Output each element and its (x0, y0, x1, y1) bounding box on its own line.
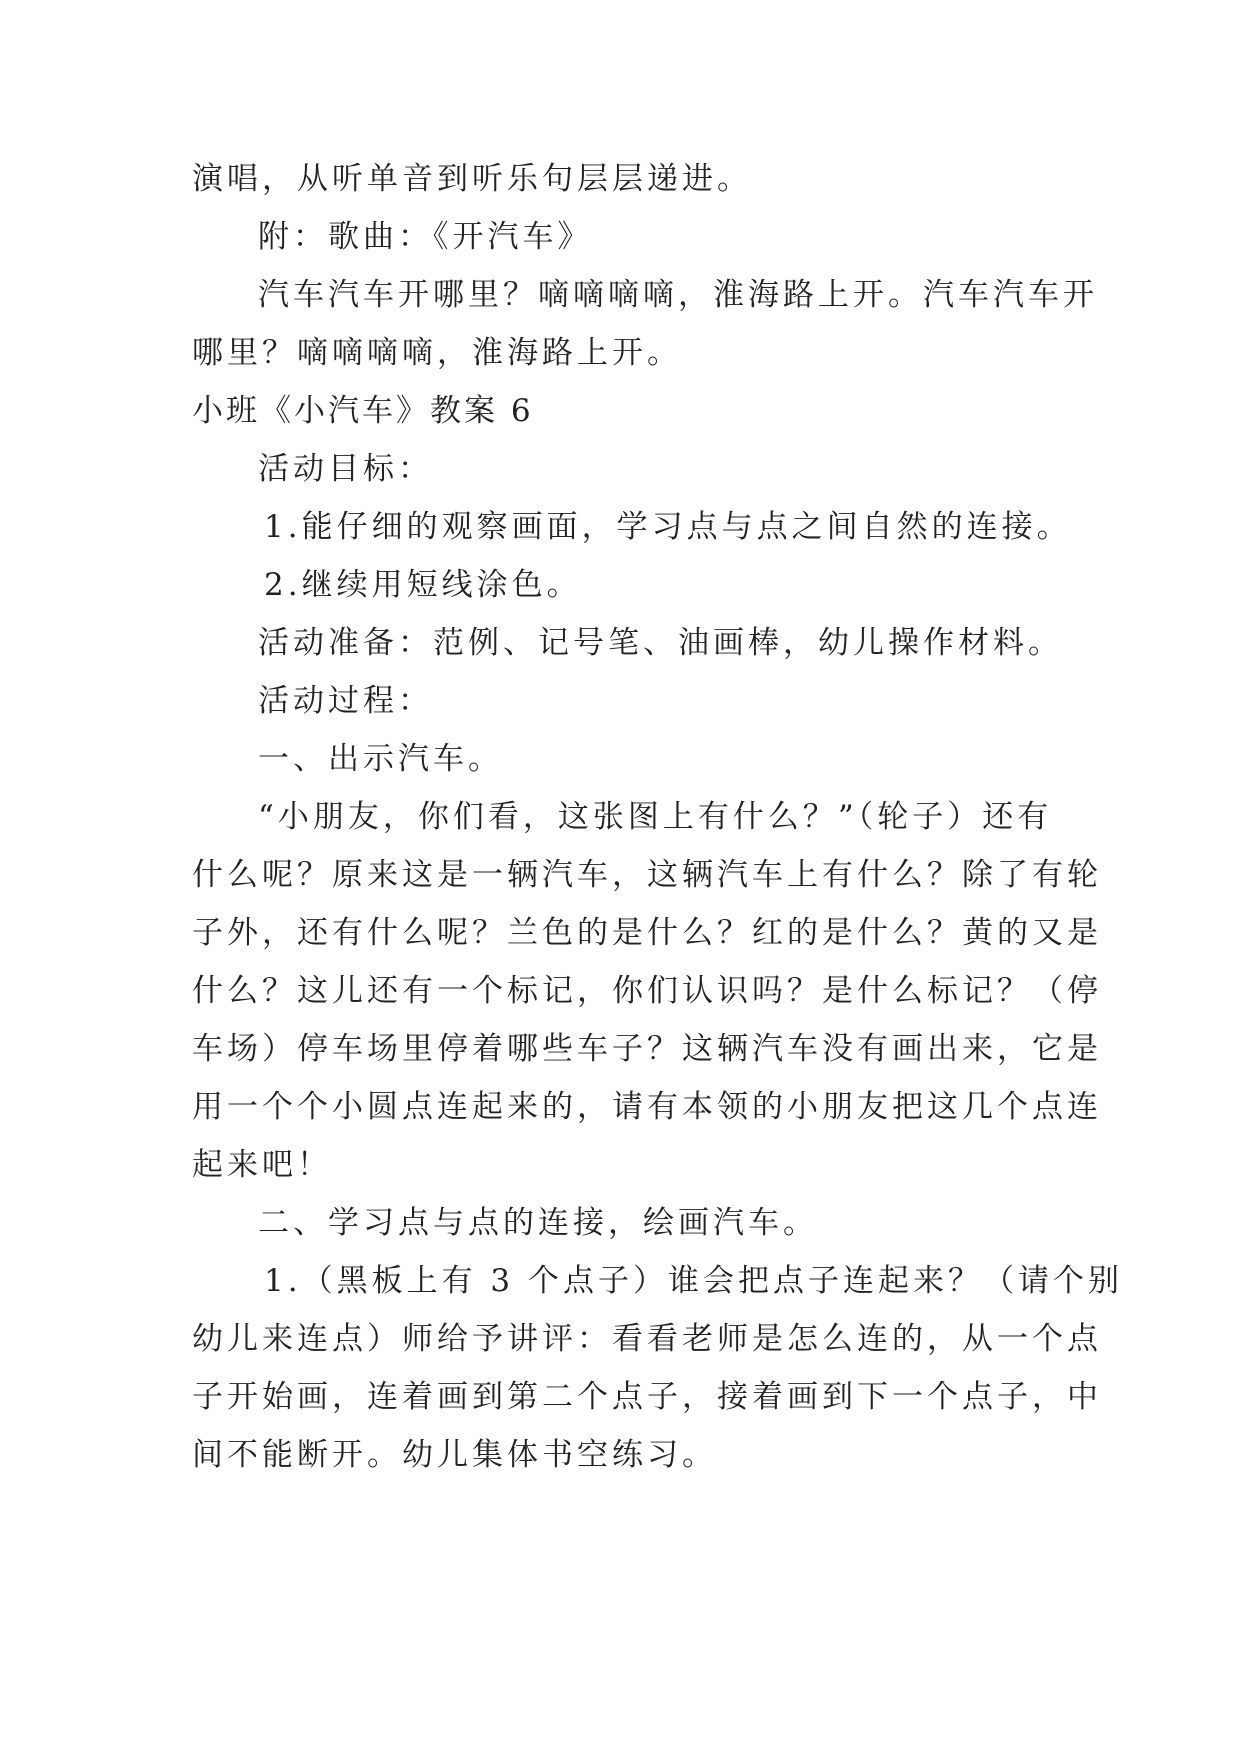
song-title-line: 附：歌曲：《开汽车》 (258, 219, 593, 255)
lyrics-line: 哪里？嘀嘀嘀嘀，淮海路上开。 (192, 335, 682, 371)
process-label: 活动过程： (258, 683, 433, 719)
document-body (192, 150, 1124, 1484)
goal-label: 活动目标： (258, 451, 433, 487)
paragraph-line: 子开始画，连着画到第二个点子，接着画到下一个点子，中 (192, 1379, 1102, 1415)
preparation-line: 活动准备：范例、记号笔、油画棒，幼儿操作材料。 (258, 625, 1063, 661)
lyrics-line: 汽车汽车开哪里？嘀嘀嘀嘀，淮海路上开。汽车汽车开 (258, 277, 1098, 313)
paragraph-line: 车场）停车场里停着哪些车子？这辆汽车没有画出来，它是 (192, 1031, 1102, 1067)
goal-item: 1.能仔细的观察画面，学习点与点之间自然的连接。 (264, 509, 1072, 545)
paragraph-line: 起来吧！ (192, 1147, 332, 1183)
paragraph-line: “小朋友，你们看，这张图上有什么？”（轮子）还有 (258, 799, 1053, 835)
paragraph-line: 用一个个小圆点连起来的，请有本领的小朋友把这几个点连 (192, 1089, 1102, 1125)
paragraph-line: 间不能断开。幼儿集体书空练习。 (192, 1437, 717, 1473)
step-heading: 一、出示汽车。 (258, 741, 503, 777)
text-line: 演唱，从听单音到听乐句层层递进。 (192, 161, 752, 197)
goal-item: 2.继续用短线涂色。 (264, 567, 582, 603)
step-heading: 二、学习点与点的连接，绘画汽车。 (258, 1205, 818, 1241)
paragraph-line: 什么呢？原来这是一辆汽车，这辆汽车上有什么？除了有轮 (192, 857, 1102, 893)
paragraph-line: 幼儿来连点）师给予讲评：看看老师是怎么连的，从一个点 (192, 1321, 1102, 1357)
section-title: 小班《小汽车》教案 6 (192, 393, 534, 429)
paragraph-line: 1.（黑板上有 3 个点子）谁会把点子连起来？（请个别 (264, 1263, 1124, 1299)
paragraph-line: 子外，还有什么呢？兰色的是什么？红的是什么？黄的又是 (192, 915, 1102, 951)
paragraph-line: 什么？这儿还有一个标记，你们认识吗？是什么标记？（停 (192, 973, 1102, 1009)
